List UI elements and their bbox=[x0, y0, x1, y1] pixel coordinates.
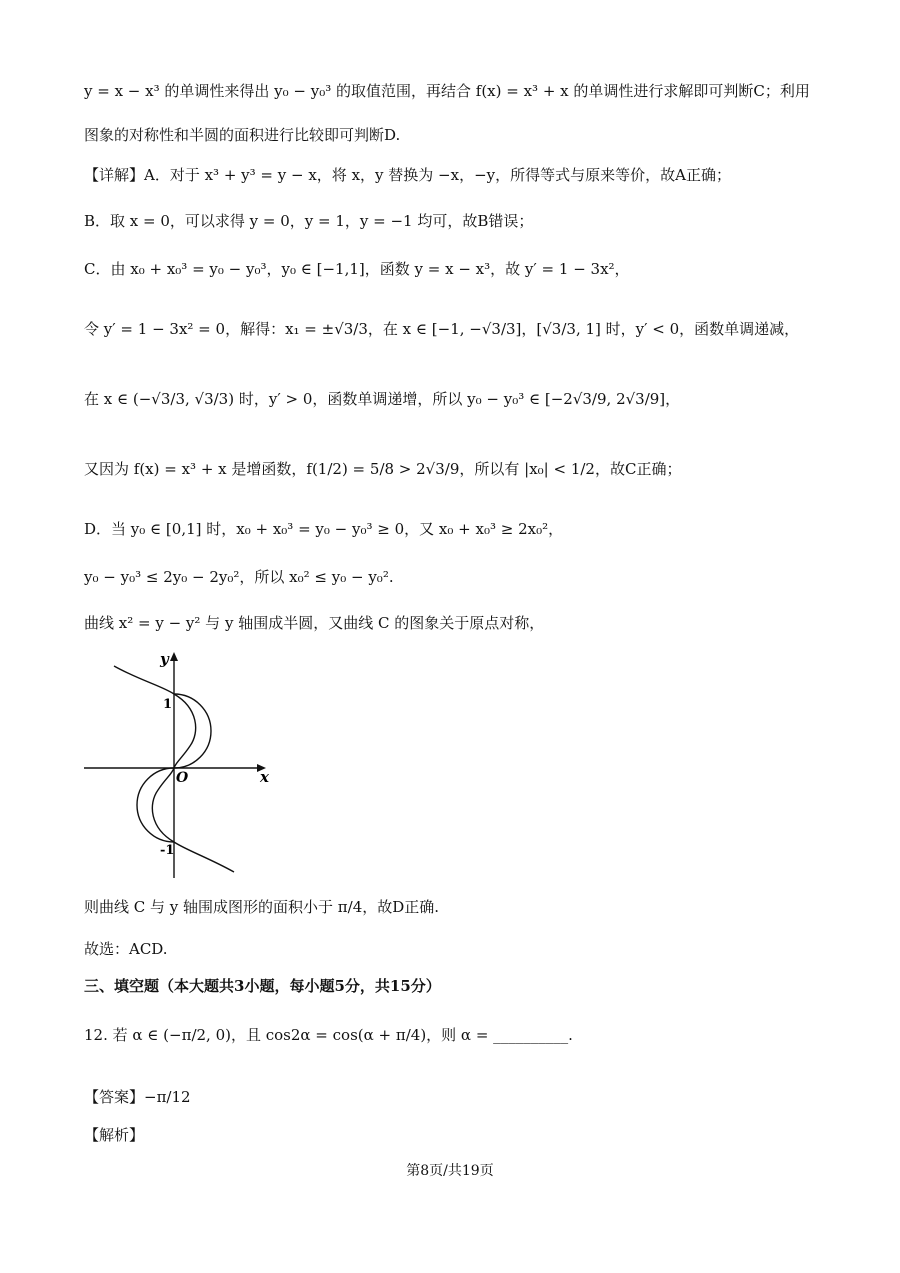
solution-line-8: 又因为 f(x) = x³ + x 是增函数，f(1/2) = 5/8 > 2√3/9，所以有 |x₀| < 1/2，故C正确； bbox=[84, 460, 682, 478]
y-axis-arrow bbox=[170, 652, 178, 661]
solution-line-7: 在 x ∈ (−√3/3, √3/3) 时，y′ > 0，函数单调递增，所以 y₀ − y₀³ ∈ [−2√3/9, 2√3/9]， bbox=[84, 390, 681, 408]
solution-line-1: y = x − x³ 的单调性来得出 y₀ − y₀³ 的取值范围，再结合 f(x) = x³ + x 的单调性进行求解即可判断C；利用 bbox=[84, 82, 810, 100]
section-heading: 三、填空题（本大题共3小题，每小题5分，共15分） bbox=[84, 977, 441, 995]
upper-semicircle bbox=[174, 694, 211, 768]
answer-line: 【答案】−π/12 bbox=[84, 1088, 191, 1106]
question-12: 12. 若 α ∈ (−π/2, 0)，且 cos2α = cos(α + π/4)，则 α = __________. bbox=[84, 1026, 573, 1044]
solution-line-3: 【详解】A．对于 x³ + y³ = y − x，将 x，y 替换为 −x，−y，所得等式与原来等价，故A正确； bbox=[84, 166, 731, 184]
solution-line-10: y₀ − y₀³ ≤ 2y₀ − 2y₀²，所以 x₀² ≤ y₀ − y₀². bbox=[84, 568, 394, 586]
tick-label-top: 1 bbox=[163, 697, 173, 712]
solution-line-5: C．由 x₀ + x₀³ = y₀ − y₀³，y₀ ∈ [−1,1]，函数 y = x − x³，故 y′ = 1 − 3x²， bbox=[84, 260, 630, 278]
solution-line-2: 图象的对称性和半圆的面积进行比较即可判断D. bbox=[84, 126, 401, 144]
lower-semicircle bbox=[137, 768, 174, 842]
solution-line-11: 曲线 x² = y − y² 与 y 轴围成半圆，又曲线 C 的图象关于原点对称， bbox=[84, 614, 545, 632]
solution-line-6: 令 y′ = 1 − 3x² = 0，解得：x₁ = ±√3/3，在 x ∈ [−1, −√3/3]，[√3/3, 1] 时，y′ < 0，函数单调递减， bbox=[84, 320, 800, 338]
solution-line-9: D．当 y₀ ∈ [0,1] 时，x₀ + x₀³ = y₀ − y₀³ ≥ 0，又 x₀ + x₀³ ≥ 2x₀²， bbox=[84, 520, 564, 538]
origin-label: O bbox=[176, 770, 189, 786]
tick-label-bottom: -1 bbox=[160, 843, 175, 858]
x-axis-label: x bbox=[260, 768, 269, 786]
choice-line: 故选：ACD. bbox=[84, 940, 168, 958]
solution-line-4: B．取 x = 0，可以求得 y = 0，y = 1，y = −1 均可，故B错误； bbox=[84, 212, 534, 230]
y-axis-label: y bbox=[160, 650, 169, 668]
analysis-label: 【解析】 bbox=[84, 1126, 145, 1144]
conclusion-line: 则曲线 C 与 y 轴围成图形的面积小于 π/4，故D正确. bbox=[84, 898, 440, 916]
page-footer: 第8页/共19页 bbox=[406, 1163, 494, 1179]
curve-graph bbox=[84, 650, 284, 880]
